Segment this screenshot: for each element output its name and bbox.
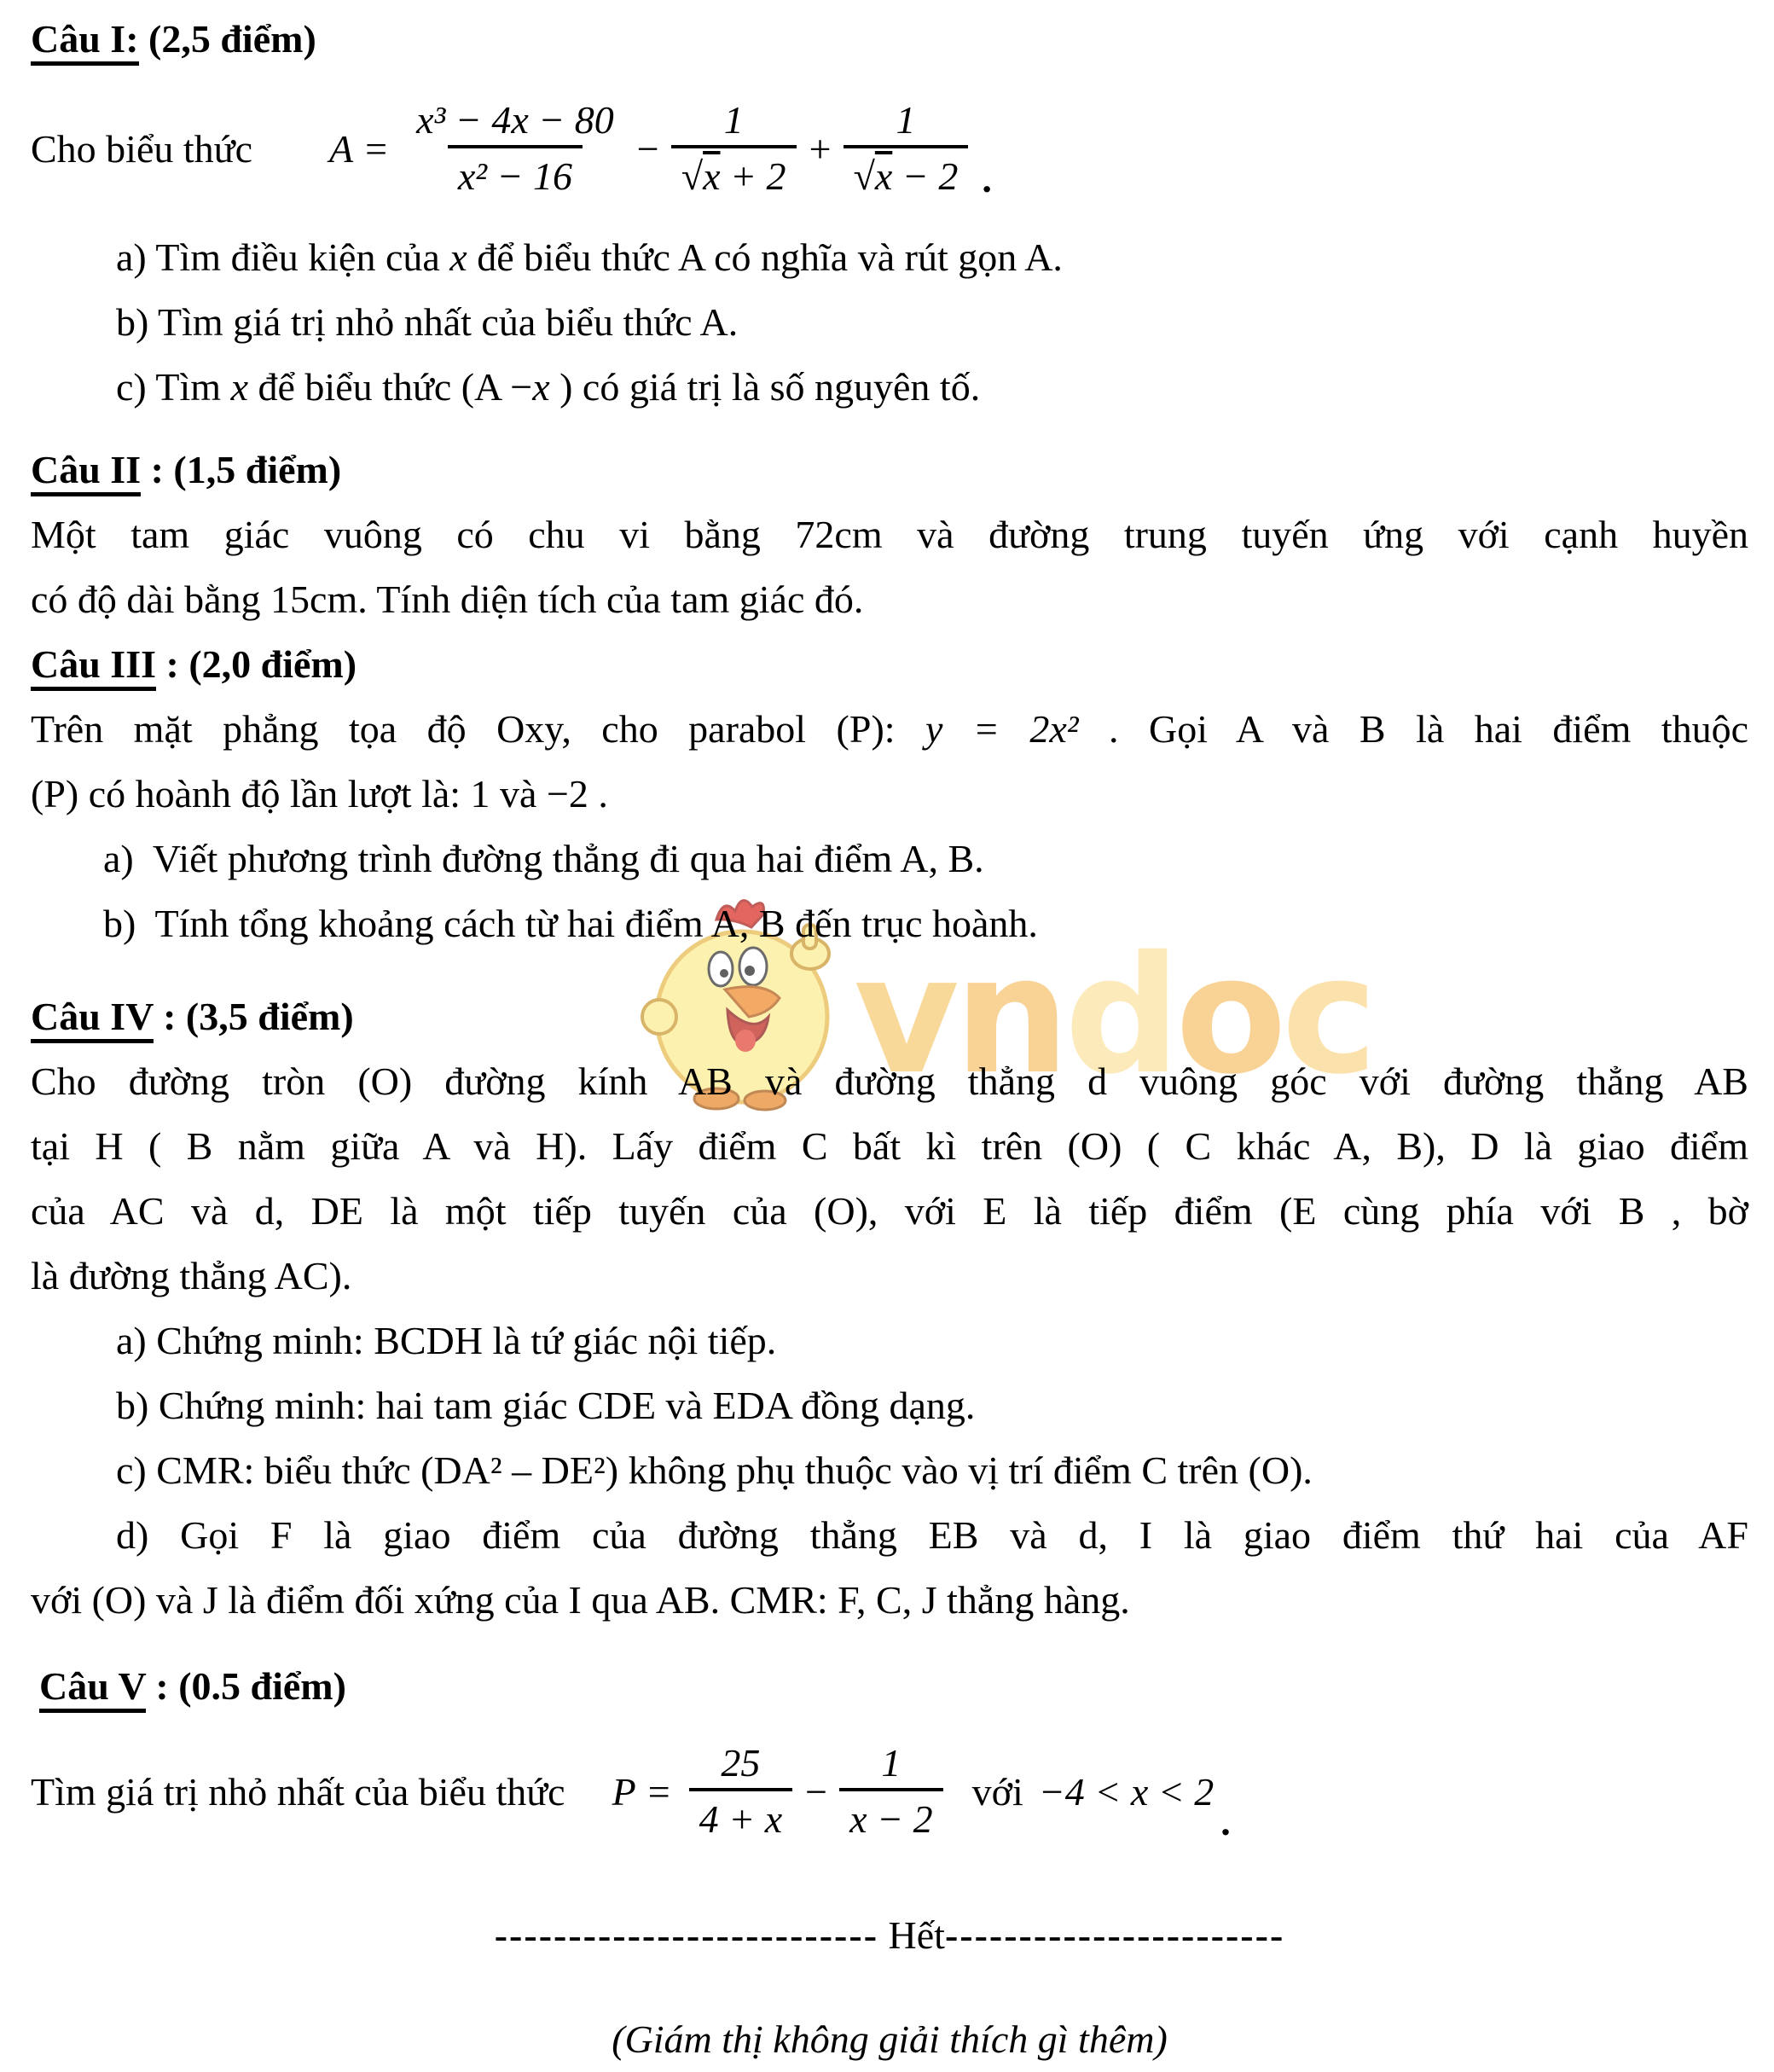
- period: .: [1220, 1800, 1231, 1843]
- cau1-heading-label: Câu I:: [31, 17, 139, 66]
- cau4-item-a: a) Chứng minh: BCDH là tứ giác nội tiếp.: [116, 1319, 777, 1362]
- plus-sign: +: [806, 126, 833, 171]
- minus-sign: −: [634, 126, 661, 171]
- fraction-1: $\frac{\text{x³ − 4x − 80}}{\text{x² − 16}}$: [406, 96, 624, 201]
- expression-P: [612, 1738, 1231, 1844]
- het-label: Hết: [878, 1913, 945, 1957]
- proctor-note: (Giám thị không giải thích gì thêm): [612, 2017, 1168, 2061]
- cau4-item-d-line1: d) Gọi F là giao điểm của đường thẳng EB và d, I là giao điểm thứ hai của AF: [116, 1513, 1748, 1557]
- cau4-text-line2: tại H ( B nằm giữa A và H). Lấy điểm C bất kì trên (O) ( C khác A, B), D là giao điểm: [31, 1124, 1748, 1168]
- minus-sign: −: [803, 1769, 830, 1814]
- cau3-heading-label: Câu III: [31, 642, 156, 691]
- logo-letter: v: [854, 921, 954, 1110]
- cau3-item-a: a) Viết phương trình đường thẳng đi qua hai điểm A, B.: [103, 837, 984, 880]
- cau1-formula-line: [31, 72, 1748, 225]
- logo-letter: d: [1064, 921, 1176, 1110]
- cau5-heading: [31, 1654, 1748, 1719]
- cau4-text-line3: của AC và d, DE là một tiếp tuyến của (O), với E là tiếp điểm (E cùng phía với B , bờ: [31, 1189, 1748, 1233]
- cau2-heading-points: : (1,5 điểm): [141, 448, 342, 491]
- cau4-text-line1: Cho đường tròn (O) đường kính AB và đường thẳng d vuông góc với đường thẳng AB: [31, 1059, 1748, 1103]
- cau1-heading-points: (2,5 điểm): [138, 17, 316, 61]
- cau3-heading-points: : (2,0 điểm): [156, 642, 357, 686]
- cau4-item-c: c) CMR: biểu thức (DA² – DE²) không phụ thuộc vào vị trí điểm C trên (O).: [116, 1448, 1313, 1492]
- fraction-2: $\frac{1}{x - 2}$: [839, 1738, 942, 1844]
- cau1-item-a: a) Tìm điều kiện của x để biểu thức A có nghĩa và rút gọn A.: [116, 235, 1063, 279]
- fraction-2: $\frac{1}{√x + 2}$: [671, 96, 797, 201]
- logo-letter: o: [1175, 921, 1282, 1110]
- cau3-item-b: b) Tính tổng khoảng cách từ hai điểm A, B đến trục hoành.: [103, 902, 1038, 945]
- cau3-text-line2: (P) có hoành độ lần lượt là: 1 và −2 .: [31, 772, 608, 815]
- cau2-heading-label: Câu II: [31, 448, 141, 496]
- cau3-heading: [31, 632, 1748, 697]
- logo-letter: c: [1281, 921, 1373, 1110]
- cau5-heading-points: : (0.5 điểm): [145, 1664, 346, 1708]
- period: .: [982, 157, 992, 200]
- cau1-item-b: b) Tìm giá trị nhỏ nhất của biểu thức A.: [116, 300, 739, 344]
- cau2-text-line1: Một tam giác vuông có chu vi bằng 72cm và đường trung tuyến ứng với cạnh huyền: [31, 513, 1748, 556]
- cau4-item-b: b) Chứng minh: hai tam giác CDE và EDA đồng dạng.: [116, 1384, 976, 1427]
- cau5-heading-label: Câu V: [39, 1664, 146, 1713]
- cau2-text-line2: có độ dài bằng 15cm. Tính diện tích của tam giác đó.: [31, 577, 864, 621]
- fraction-1: $\frac{25}{4 + x}$: [689, 1738, 792, 1844]
- logo-letter: n: [954, 921, 1065, 1110]
- cau5-formula-line: [31, 1719, 1748, 1864]
- fraction-3: $\frac{1}{√x - 2}$: [844, 96, 969, 201]
- cau1-item-c: c) Tìm x để biểu thức (A −x ) có giá trị là số nguyên tố.: [116, 365, 981, 409]
- end-divider: -------------------------- Hết-----------------------: [494, 1913, 1285, 1957]
- expression-A: [329, 96, 992, 201]
- cau5-intro-text: Tìm giá trị nhỏ nhất của biểu thức: [31, 1769, 565, 1814]
- cau4-heading-label: Câu IV: [31, 995, 154, 1043]
- equals-sign: =: [647, 1769, 670, 1814]
- condition: −4 < x < 2: [1038, 1769, 1215, 1814]
- formula-lhs: A: [329, 126, 354, 171]
- cau4-heading: [31, 984, 1748, 1049]
- cau4-heading-points: : (3,5 điểm): [153, 995, 354, 1038]
- equals-sign: =: [365, 126, 388, 171]
- cau1-heading: [31, 7, 1748, 72]
- cau3-text-line1: Trên mặt phẳng tọa độ Oxy, cho parabol (P): y = 2x² . Gọi A và B là hai điểm thuộc: [31, 707, 1749, 751]
- condition-intro: với: [971, 1769, 1023, 1814]
- cau4-text-line4: là đường thẳng AC).: [31, 1254, 352, 1297]
- cau2-heading: [31, 438, 1748, 502]
- cau1-intro-text: Cho biểu thức: [31, 126, 253, 171]
- formula-lhs: P: [612, 1769, 636, 1814]
- cau4-item-d-line2: với (O) và J là điểm đối xứng của I qua AB. CMR: F, C, J thẳng hàng.: [31, 1578, 1130, 1622]
